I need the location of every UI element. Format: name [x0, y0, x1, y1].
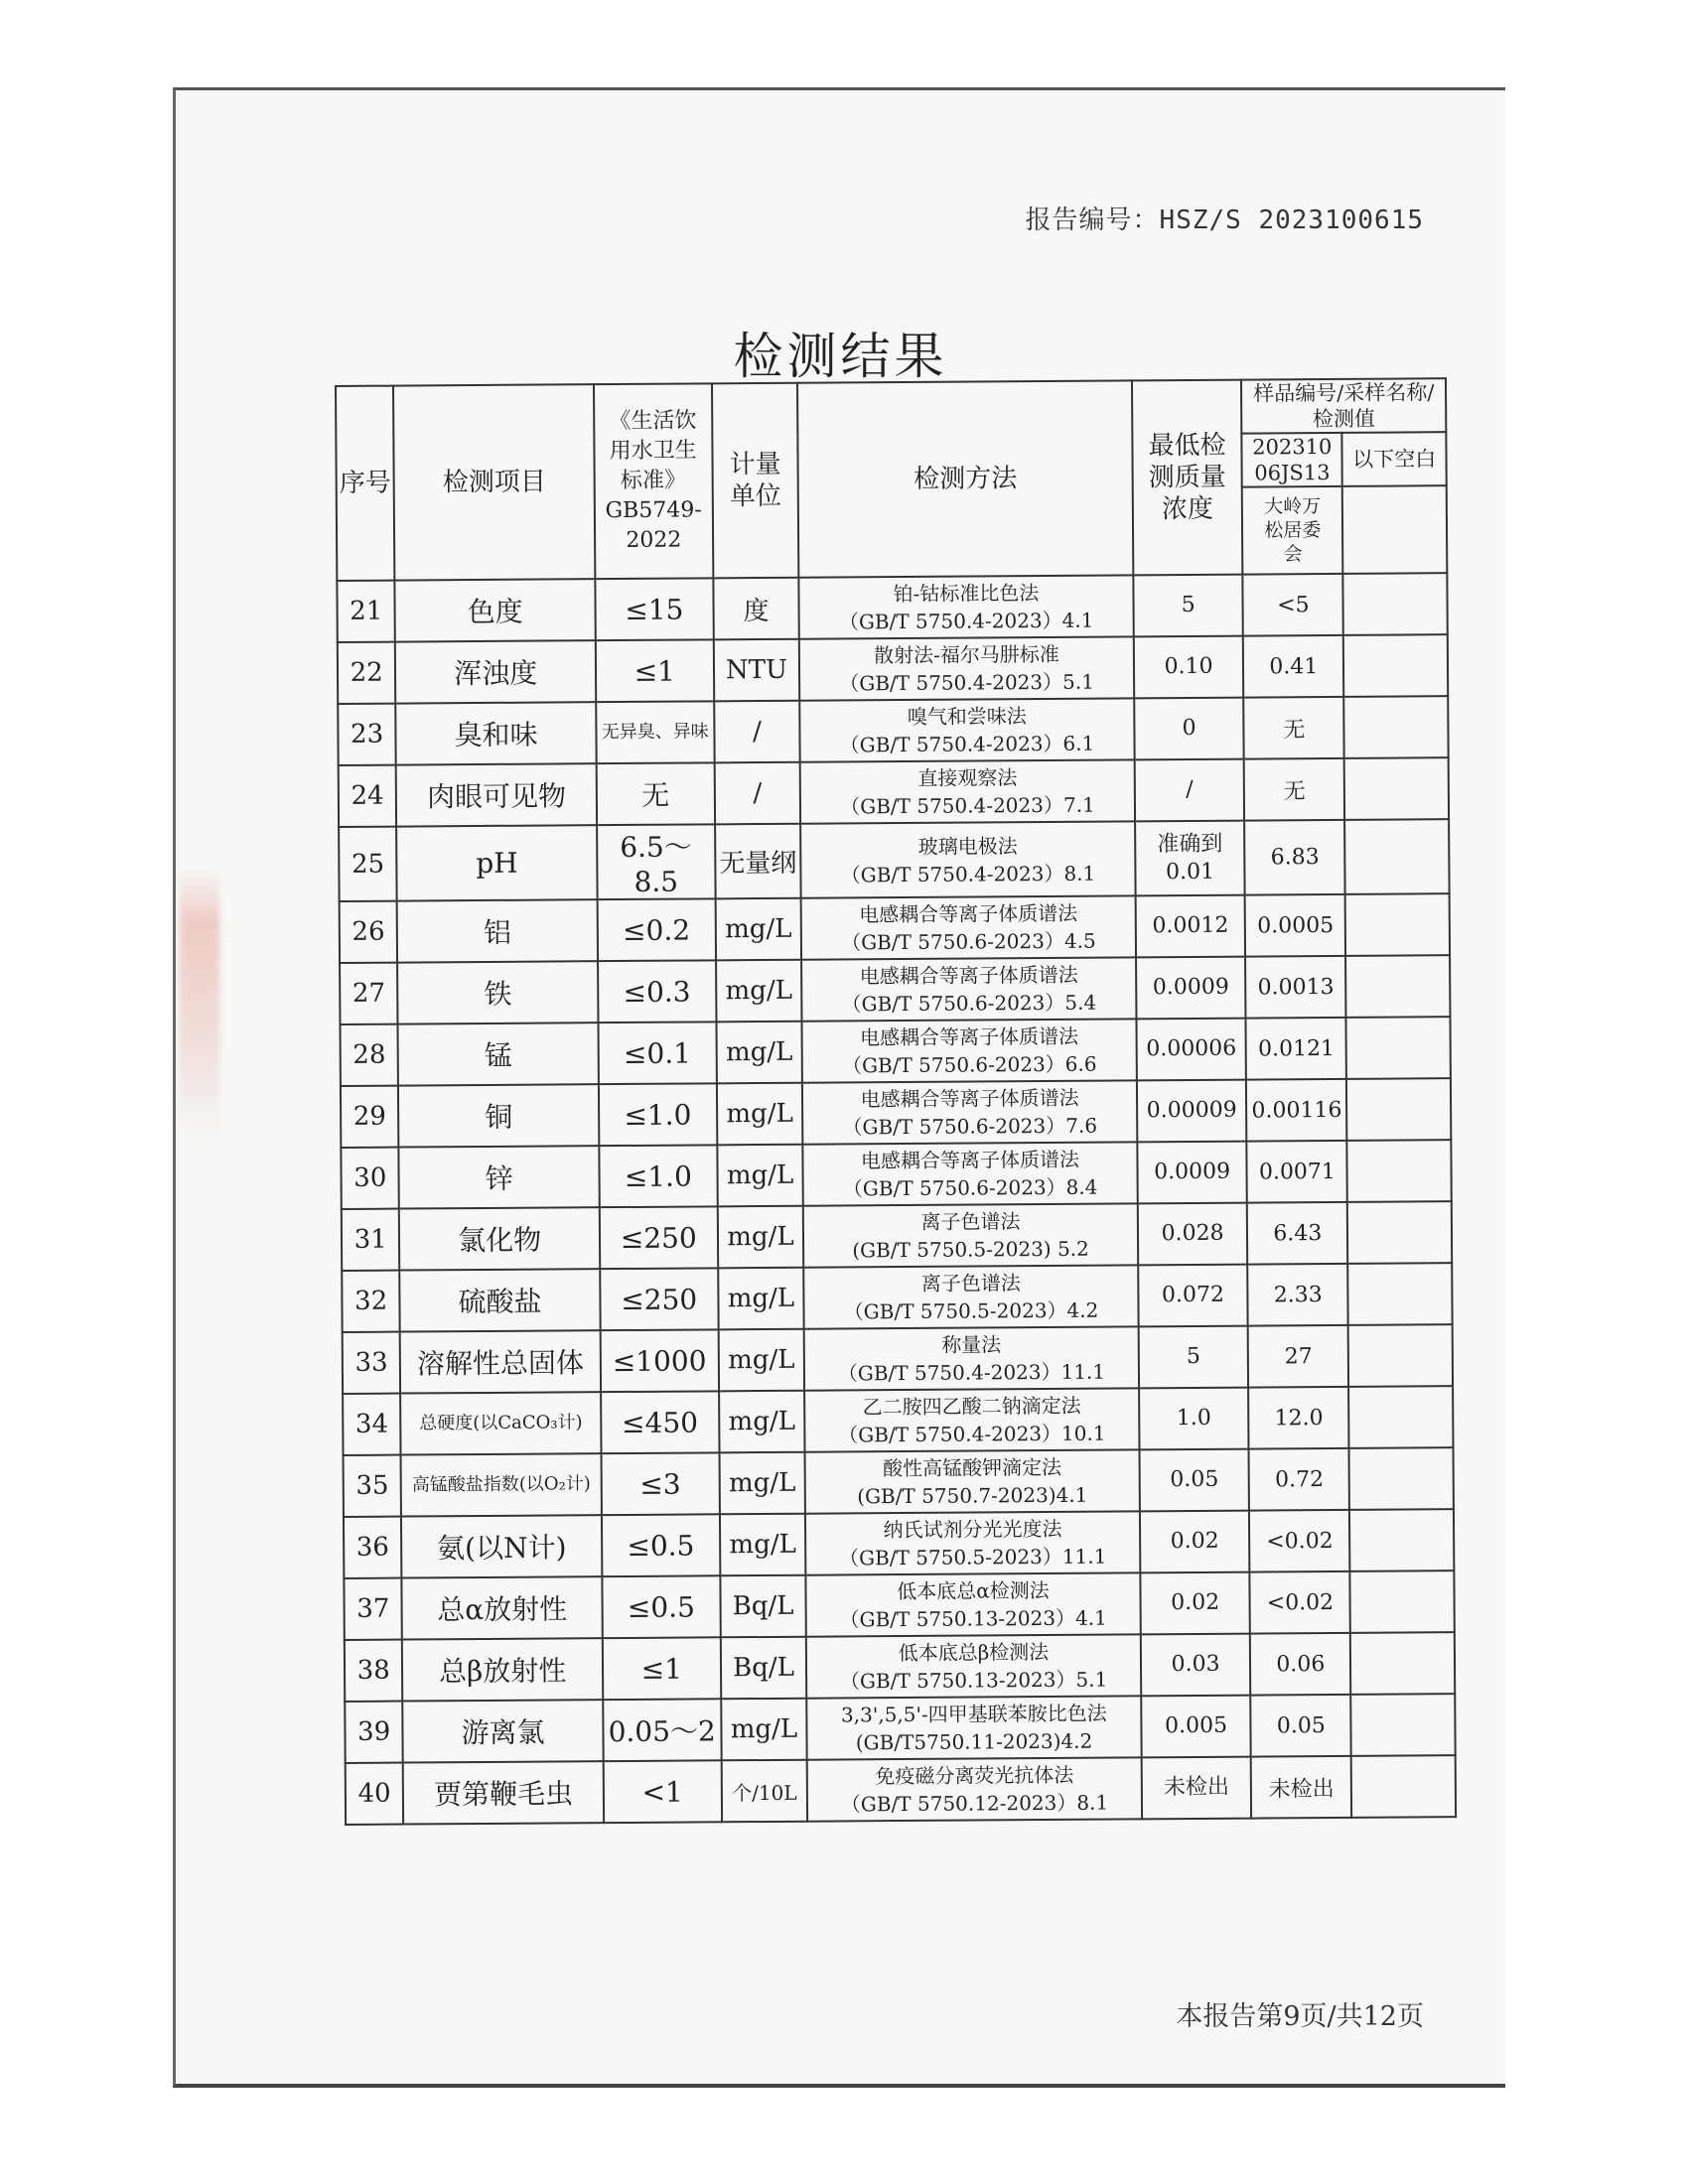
table-row — [343, 1386, 1453, 1455]
report-number — [1026, 200, 1424, 236]
td-unit: mg/L — [716, 1022, 802, 1084]
td-seq: 40 — [346, 1763, 404, 1825]
td-item: 总β放射性 — [402, 1638, 603, 1701]
td-limit: 无异臭、异味 — [596, 701, 714, 763]
table-row — [338, 634, 1448, 704]
method-standard: （GB/T 5750.4-2023）7.1 — [840, 792, 1095, 819]
header-method: 检测方法 — [797, 380, 1133, 577]
td-unit: Bq/L — [720, 1575, 806, 1638]
td-seq: 31 — [342, 1209, 400, 1271]
table-row — [344, 1509, 1454, 1578]
td-limit: ≤1.0 — [599, 1145, 717, 1207]
td-item: 铝 — [397, 899, 598, 962]
td-lod: 0.0009 — [1136, 957, 1246, 1020]
td-seq: 30 — [341, 1148, 399, 1209]
header-empty — [1342, 485, 1447, 574]
td-value: 0.00116 — [1246, 1079, 1346, 1142]
td-item: 硫酸盐 — [400, 1269, 601, 1331]
table-row — [341, 1078, 1451, 1148]
td-method — [804, 1388, 1139, 1451]
td-item: 溶解性总固体 — [400, 1330, 601, 1393]
td-value: 0.0013 — [1246, 956, 1346, 1019]
td-unit: mg/L — [720, 1514, 806, 1576]
header-sample-id: 20231006JS13 — [1242, 433, 1342, 487]
td-seq: 35 — [344, 1455, 402, 1517]
td-value: <0.02 — [1249, 1510, 1349, 1572]
td-item: 铜 — [398, 1084, 599, 1147]
td-method — [801, 895, 1136, 959]
td-lod: 0 — [1134, 698, 1244, 760]
td-lod: 0.03 — [1141, 1634, 1251, 1697]
td-unit: mg/L — [717, 1145, 803, 1207]
td-value: 0.0005 — [1245, 894, 1345, 957]
table-row — [342, 1263, 1452, 1332]
td-unit: 无量纲 — [715, 824, 801, 899]
td-value: <0.02 — [1250, 1571, 1350, 1634]
td-item: 氯化物 — [399, 1207, 600, 1270]
table-row — [343, 1324, 1453, 1394]
td-value: 0.0071 — [1247, 1141, 1347, 1203]
table-row — [345, 1694, 1455, 1763]
table-row — [340, 955, 1450, 1024]
td-blank — [1350, 1694, 1455, 1756]
td-limit: 无 — [597, 762, 715, 825]
td-lod: 0.072 — [1138, 1265, 1248, 1327]
td-item: 肉眼可见物 — [396, 763, 597, 826]
td-blank — [1346, 1078, 1451, 1141]
td-limit: ≤0.1 — [598, 1022, 716, 1084]
method-name: 电感耦合等离子体质谱法 — [860, 1147, 1080, 1173]
td-value: 0.41 — [1243, 635, 1343, 698]
td-blank — [1344, 757, 1449, 820]
header-lod: 最低检测质量浓度 — [1132, 380, 1243, 576]
method-standard: （GB/T 5750.6-2023）4.5 — [841, 928, 1096, 955]
td-limit: ≤450 — [601, 1391, 719, 1453]
td-blank — [1348, 1324, 1453, 1387]
td-lod: 未检出 — [1141, 1757, 1251, 1820]
td-limit: ≤0.2 — [597, 898, 715, 961]
method-standard: （GB/T 5750.6-2023）5.4 — [841, 990, 1097, 1017]
td-method — [802, 1080, 1137, 1144]
seal-stamp-fragment — [180, 870, 219, 1138]
td-blank — [1343, 696, 1448, 758]
td-seq: 34 — [343, 1394, 401, 1455]
td-method — [804, 1265, 1139, 1328]
td-method — [807, 1757, 1142, 1821]
table-row — [339, 757, 1449, 827]
td-unit: / — [714, 701, 800, 763]
td-lod: 0.00009 — [1137, 1080, 1247, 1143]
td-seq: 28 — [340, 1024, 398, 1086]
header-standard: 《生活饮用水卫生标准》GB5749-2022 — [594, 383, 713, 579]
td-method — [803, 1203, 1138, 1267]
td-method — [805, 1449, 1140, 1513]
report-number-value: HSZ/S 2023100615 — [1159, 205, 1424, 235]
td-limit: ≤1 — [603, 1637, 721, 1700]
table-row — [338, 696, 1448, 765]
td-lod: 0.028 — [1137, 1203, 1247, 1266]
td-limit: ≤1000 — [600, 1329, 718, 1392]
td-blank — [1346, 1017, 1451, 1079]
table-row — [346, 1755, 1456, 1825]
td-method — [803, 1142, 1138, 1205]
td-seq: 29 — [341, 1086, 399, 1148]
td-blank — [1350, 1632, 1455, 1695]
method-standard: （GB/T 5750.4-2023）11.1 — [837, 1359, 1106, 1386]
td-item: 色度 — [395, 579, 596, 641]
td-value: 0.0121 — [1246, 1018, 1346, 1080]
td-unit: NTU — [713, 639, 799, 702]
td-seq: 21 — [337, 581, 395, 642]
td-unit: Bq/L — [721, 1637, 807, 1700]
td-seq: 25 — [339, 827, 397, 901]
td-method — [799, 636, 1134, 700]
td-blank — [1345, 893, 1450, 956]
method-name: 铂-钴标准比色法 — [893, 581, 1040, 607]
td-unit: mg/L — [717, 1083, 803, 1146]
td-lod: 0.02 — [1140, 1511, 1250, 1573]
method-standard: （GB/T 5750.13-2023）4.1 — [839, 1605, 1107, 1632]
td-value: 12.0 — [1249, 1387, 1349, 1449]
td-unit: mg/L — [721, 1699, 807, 1761]
td-method — [801, 957, 1136, 1021]
header-unit: 计量单位 — [712, 383, 799, 579]
td-value: 0.06 — [1250, 1633, 1350, 1696]
td-seq: 37 — [344, 1578, 402, 1640]
method-name: 酸性高锰酸钾滴定法 — [883, 1454, 1062, 1481]
td-limit: ≤15 — [595, 578, 713, 640]
td-value: 0.05 — [1251, 1695, 1351, 1757]
method-name: 散射法-福尔马肼标准 — [873, 641, 1059, 668]
method-name: 低本底总β检测法 — [898, 1640, 1050, 1666]
method-standard: （GB/T 5750.5-2023）11.1 — [839, 1544, 1107, 1570]
td-unit: mg/L — [715, 898, 801, 961]
td-seq: 26 — [340, 901, 398, 963]
td-limit: ≤3 — [601, 1452, 719, 1515]
td-unit: mg/L — [718, 1329, 804, 1392]
method-standard: （GB/T 5750.6-2023）6.6 — [841, 1051, 1097, 1078]
td-unit: mg/L — [716, 960, 802, 1023]
td-limit: ≤0.5 — [602, 1575, 720, 1638]
td-item: 总α放射性 — [402, 1576, 603, 1639]
td-blank — [1347, 1263, 1452, 1325]
td-limit: ≤1.0 — [599, 1083, 717, 1146]
td-limit: <1 — [604, 1760, 722, 1823]
header-item: 检测项目 — [393, 384, 595, 580]
method-standard: （GB/T 5750.4-2023）10.1 — [838, 1421, 1106, 1447]
method-standard: （GB/T 5750.4-2023）8.1 — [840, 861, 1096, 887]
td-blank — [1343, 634, 1448, 697]
table-row — [342, 1201, 1452, 1271]
method-name: 电感耦合等离子体质谱法 — [860, 1024, 1079, 1050]
td-lod: 5 — [1138, 1326, 1248, 1389]
method-standard: (GB/T 5750.7-2023)4.1 — [857, 1482, 1088, 1509]
table-row — [337, 573, 1447, 642]
method-standard: （GB/T 5750.13-2023）5.1 — [839, 1667, 1108, 1694]
td-method — [806, 1634, 1141, 1698]
td-item: pH — [397, 825, 598, 900]
td-limit: 6.5～8.5 — [597, 824, 715, 899]
method-name: 乙二胺四乙酸二钠滴定法 — [862, 1393, 1081, 1420]
td-value: <5 — [1243, 574, 1343, 636]
td-item: 贾第鞭毛虫 — [403, 1761, 604, 1824]
table-row — [341, 1140, 1451, 1209]
td-lod: 0.05 — [1139, 1449, 1249, 1512]
td-blank — [1350, 1570, 1455, 1633]
td-method — [804, 1326, 1139, 1390]
table-row — [344, 1447, 1454, 1517]
td-item: 游离氯 — [403, 1700, 604, 1762]
method-standard: （GB/T 5750.6-2023）7.6 — [842, 1113, 1098, 1140]
method-standard: （GB/T 5750.4-2023）4.1 — [838, 608, 1094, 634]
table-row — [340, 1017, 1450, 1086]
results-table — [335, 377, 1457, 1826]
td-value: 无 — [1244, 697, 1344, 759]
method-name: 免疫磁分离荧光抗体法 — [875, 1762, 1074, 1789]
page-number: 本报告第9页/共12页 — [1176, 2001, 1424, 2032]
td-method — [800, 821, 1135, 897]
td-blank — [1349, 1447, 1454, 1510]
td-value: 0.72 — [1249, 1448, 1349, 1511]
method-name: 纳氏试剂分光光度法 — [883, 1516, 1062, 1543]
td-unit: mg/L — [719, 1452, 805, 1515]
td-lod: 0.02 — [1140, 1572, 1250, 1635]
td-seq: 32 — [342, 1271, 400, 1332]
td-blank — [1347, 1201, 1452, 1264]
td-value: 无 — [1244, 758, 1344, 821]
td-blank — [1349, 1509, 1454, 1571]
method-standard: （GB/T 5750.5-2023）4.2 — [843, 1297, 1099, 1324]
td-unit: mg/L — [718, 1268, 804, 1330]
td-item: 浑浊度 — [395, 640, 596, 703]
td-method — [799, 575, 1134, 638]
report-number-label: 报告编号： — [1025, 205, 1160, 235]
td-method — [800, 698, 1135, 761]
method-name: 低本底总α检测法 — [897, 1578, 1050, 1604]
td-unit: 度 — [713, 578, 799, 640]
results-body — [337, 573, 1456, 1825]
header-sample-group: 样品编号/采样名称/检测值 — [1241, 378, 1446, 433]
td-seq: 39 — [345, 1702, 403, 1763]
td-method — [800, 759, 1135, 823]
td-blank — [1344, 819, 1449, 894]
td-item: 锰 — [398, 1023, 599, 1085]
td-seq: 36 — [344, 1517, 402, 1578]
method-standard: （GB/T 5750.6-2023）8.4 — [842, 1174, 1098, 1201]
td-lod: 5 — [1133, 575, 1243, 637]
table-row — [345, 1632, 1455, 1702]
method-name: 3,3',5,5'-四甲基联苯胺比色法 — [840, 1701, 1107, 1727]
td-blank — [1345, 955, 1450, 1018]
td-unit: 个/10L — [721, 1760, 807, 1823]
td-lod: 0.10 — [1133, 636, 1243, 699]
table-row — [339, 819, 1449, 901]
report-page — [173, 87, 1505, 2088]
td-lod: / — [1134, 759, 1244, 822]
td-lod: 1.0 — [1139, 1388, 1249, 1450]
td-seq: 22 — [338, 642, 396, 704]
table-row — [344, 1570, 1454, 1640]
td-value: 27 — [1248, 1325, 1348, 1388]
method-name: 直接观察法 — [917, 765, 1018, 790]
td-lod: 准确到0.01 — [1135, 821, 1245, 896]
table-row — [340, 893, 1450, 963]
method-name: 电感耦合等离子体质谱法 — [859, 962, 1078, 989]
method-name: 电感耦合等离子体质谱法 — [859, 900, 1078, 927]
td-seq: 33 — [343, 1332, 401, 1394]
method-name: 离子色谱法 — [920, 1209, 1021, 1234]
td-value: 6.43 — [1247, 1202, 1347, 1265]
td-item: 氨(以N计) — [401, 1515, 602, 1577]
td-blank — [1343, 573, 1448, 635]
td-blank — [1347, 1140, 1452, 1202]
td-method — [807, 1696, 1142, 1759]
td-item: 锌 — [399, 1146, 600, 1208]
header-seq: 序号 — [336, 386, 395, 581]
td-lod: 0.005 — [1141, 1696, 1251, 1758]
td-item: 臭和味 — [396, 702, 597, 764]
td-item: 总硬度(以CaCO₃计) — [400, 1392, 601, 1454]
method-standard: （GB/T 5750.12-2023）8.1 — [840, 1790, 1109, 1817]
td-method — [802, 1019, 1137, 1082]
td-unit: / — [714, 762, 800, 825]
page-title: 检测结果 — [733, 328, 948, 385]
td-value: 未检出 — [1251, 1756, 1351, 1819]
header-sample-name: 大岭万松居委会 — [1242, 486, 1342, 575]
td-lod: 0.0012 — [1135, 895, 1245, 958]
td-blank — [1351, 1755, 1456, 1818]
td-lod: 0.00006 — [1136, 1019, 1246, 1081]
method-standard: （GB/T 5750.4-2023）5.1 — [839, 669, 1094, 696]
td-method — [806, 1572, 1141, 1636]
td-seq: 38 — [345, 1640, 403, 1702]
td-value: 2.33 — [1248, 1264, 1348, 1326]
td-method — [805, 1511, 1140, 1574]
method-standard: (GB/T5750.11-2023)4.2 — [855, 1728, 1093, 1755]
td-limit: ≤0.5 — [602, 1514, 720, 1576]
td-seq: 27 — [340, 963, 398, 1024]
td-unit: mg/L — [717, 1206, 803, 1269]
method-name: 玻璃电极法 — [917, 833, 1018, 859]
td-limit: ≤1 — [596, 639, 714, 702]
td-lod: 0.0009 — [1137, 1142, 1247, 1204]
td-value: 6.83 — [1245, 820, 1345, 895]
td-unit: mg/L — [719, 1391, 805, 1453]
header-blank: 以下空白 — [1342, 432, 1447, 486]
td-limit: ≤0.3 — [598, 960, 716, 1023]
method-name: 离子色谱法 — [920, 1271, 1021, 1296]
td-item: 高锰酸盐指数(以O₂计) — [401, 1453, 602, 1516]
method-standard: （GB/T 5750.4-2023）6.1 — [839, 731, 1095, 757]
method-standard: (GB/T 5750.5-2023) 5.2 — [852, 1236, 1089, 1263]
td-item: 铁 — [397, 961, 598, 1024]
td-seq: 23 — [338, 704, 396, 765]
method-name: 嗅气和尝味法 — [907, 704, 1027, 729]
method-name: 称量法 — [941, 1332, 1002, 1357]
td-blank — [1348, 1386, 1453, 1448]
td-seq: 24 — [339, 765, 397, 827]
td-limit: ≤250 — [600, 1268, 718, 1330]
td-limit: ≤250 — [600, 1206, 718, 1269]
td-limit: 0.05～2 — [603, 1699, 721, 1761]
method-name: 电感耦合等离子体质谱法 — [860, 1085, 1079, 1112]
